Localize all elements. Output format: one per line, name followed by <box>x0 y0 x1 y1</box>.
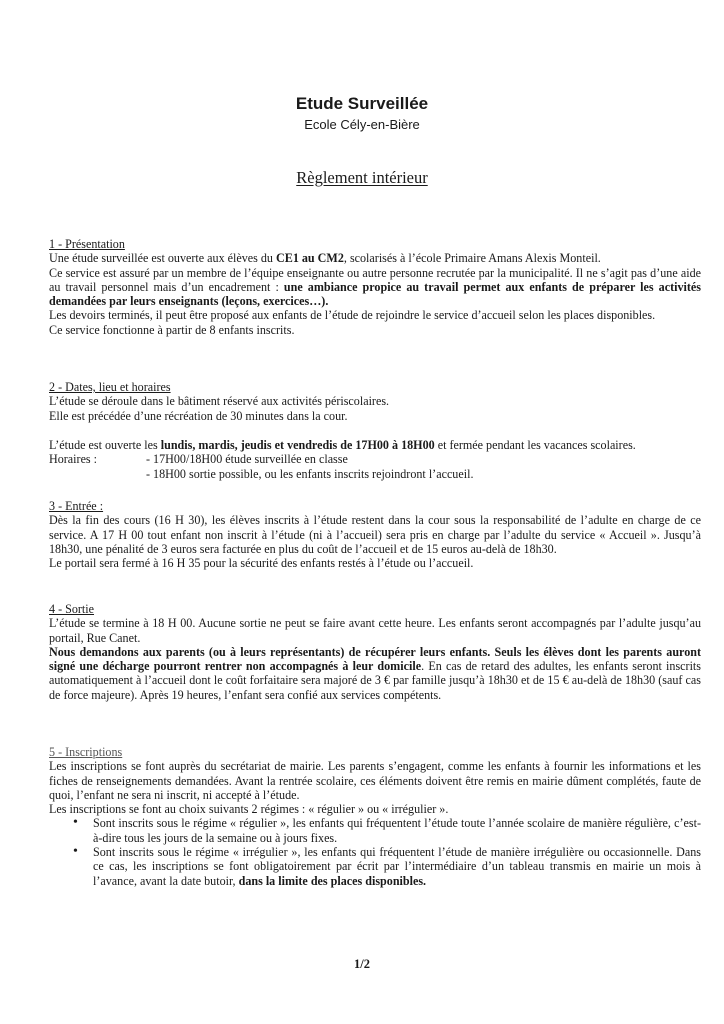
rules-heading-text: Règlement intérieur <box>296 168 428 187</box>
bold-text: CE1 au CM2 <box>276 251 344 266</box>
section-sortie <box>49 602 701 702</box>
horaire-line: - 17H00/18H00 étude surveillée en classe <box>146 452 348 467</box>
document-title: Etude Surveillée <box>295 94 429 113</box>
section-heading: 2 - Dates, lieu et horaires <box>49 380 171 394</box>
paragraph: Les devoirs terminés, il peut être proposé aux enfants de l’étude de rejoindre le service d’accueil selon les places disponibles. <box>49 308 656 323</box>
section-presentation <box>49 237 701 337</box>
paragraph: Elle est précédée d’une récréation de 30 minutes dans la cour. <box>49 408 348 423</box>
paragraph <box>49 266 701 309</box>
text: . En cas de retard des adultes, les enfants seront inscrits automatiquement à l’accueil dont le coût forfaitaire sera majoré de 3 € par famille jusqu’à 18h30 et de 15 € au-delà de 18h30 (sauf cas de force majeure). Après 19 heures, l’enfant sera confié aux services compétents. <box>49 659 701 702</box>
bold-text: Nous demandons aux parents (ou à leurs représentants) de récupérer leurs enfants. Seuls les élèves dont les parents auront signé une décharge pourront rentrer non accompagnés à leur domicile <box>49 644 701 674</box>
rules-heading <box>0 168 724 188</box>
text: Ce service est assuré par un membre de l’équipe enseignante ou autre personne recrutée par la municipalité. Il ne s’agit pas d’une aide au travail personnel mais d’un encadrement : <box>49 265 701 294</box>
paragraph <box>49 251 701 265</box>
bold-text: dans la limite des places disponibles. <box>238 873 427 888</box>
text: Une étude surveillée est ouverte aux élèves du <box>49 251 277 266</box>
page-number: 1/2 <box>354 957 370 971</box>
paragraph <box>49 645 701 702</box>
bold-text: lundis, mardis, jeudis et vendredis de 17H00 à 18H00 <box>160 438 435 452</box>
school-name: Ecole Cély-en-Bière <box>304 117 420 132</box>
horaire-line: - 18H00 sortie possible, ou les enfants inscrits rejoindront l’accueil. <box>146 466 474 481</box>
paragraph <box>49 438 701 452</box>
section-dates-horaires <box>49 380 701 423</box>
list-item <box>93 845 701 888</box>
bold-text: une ambiance propice au travail permet aux enfants de préparer les activités demandées par leurs enseignants (leçons, exercices…). <box>49 279 701 309</box>
text: , scolarisés à l’école Primaire Amans Alexis Monteil. <box>343 251 601 266</box>
section-heading: 1 - Présentation <box>49 237 125 251</box>
paragraph: Ce service fonctionne à partir de 8 enfants inscrits. <box>49 322 295 337</box>
list-item: • Sont inscrits sous le régime « régulier », les enfants qui fréquentent l’étude toute l’année scolaire de manière régulière, c’est-à-dire tous les jours de la semaine ou à jours fixes. <box>93 816 701 845</box>
paragraph: Les inscriptions se font au choix suivants 2 régimes : « régulier » ou « irrégulier ». <box>49 802 449 817</box>
text: L’étude est ouverte les <box>49 438 161 452</box>
text: et fermée pendant les vacances scolaires. <box>434 438 636 452</box>
section-heading: 3 - Entrée : <box>49 499 104 513</box>
section-heading: 5 - Inscriptions <box>49 745 123 759</box>
section-entree <box>49 499 701 570</box>
section-heading: 4 - Sortie <box>49 602 95 616</box>
regime-list <box>49 816 701 887</box>
spacer <box>49 467 146 481</box>
paragraph: Le portail sera fermé à 16 H 35 pour la sécurité des enfants restés à l’étude ou l’accueil. <box>49 556 474 571</box>
paragraph: L’étude se déroule dans le bâtiment réservé aux activités périscolaires. <box>49 394 390 409</box>
paragraph: L’étude se termine à 18 H 00. Aucune sortie ne peut se faire avant cette heure. Les enfants seront accompagnés par l’adulte jusqu’au portail, Rue Canet. <box>49 616 701 645</box>
text: Sont inscrits sous le régime « irrégulier », les enfants qui fréquentent l’étude de manière irrégulière ou occasionnelle. Dans ce cas, les inscriptions se font obligatoirement par écrit par l’intermédiaire d’un tableau transmis en mairie un mois à l’avance, avant la date butoir, <box>93 845 701 888</box>
section-inscriptions <box>49 745 701 888</box>
horaires-row <box>49 452 701 466</box>
horaires-label: Horaires : <box>49 452 98 467</box>
section-opening-days <box>49 438 701 481</box>
paragraph: Les inscriptions se font auprès du secrétariat de mairie. Les parents s’engagent, comme les enfants à fournir les informations et les fiches de renseignements demandées. Avant la rentrée scolaire, ces éléments doivent être remis en mairie dûment complétés, faute de quoi, l’enfant ne sera ni inscrit, ni accepté à l’étude. <box>49 759 701 802</box>
horaires-row <box>49 467 701 481</box>
paragraph: Dès la fin des cours (16 H 30), les élèves inscrits à l’étude restent dans la cour sous la responsabilité de l’adulte en charge de ce service. A 17 H 00 tout enfant non inscrit à l’étude (ni à l’accueil) sera pris en charge par l’adulte du service « Accueil ». Jusqu’à 18h30, une pénalité de 3 euros sera facturée en plus du coût de l’accueil et de 15 euros au-delà de 18h30. <box>49 513 701 556</box>
